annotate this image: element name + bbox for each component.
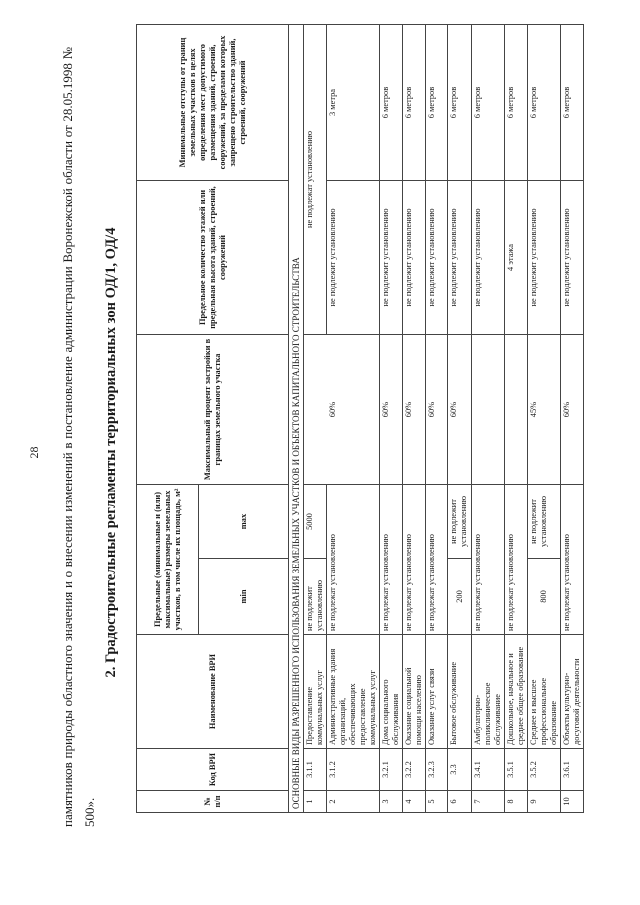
table-row <box>327 25 380 813</box>
row-num: 9 <box>528 791 561 813</box>
row-name: Дошкольное, начальное и среднее общее образование <box>505 635 528 749</box>
row-code: 3.2.1 <box>380 749 403 791</box>
row-name: Оказание услуг связи <box>426 635 448 749</box>
header-max: max <box>199 485 289 559</box>
row-coverage: 60% <box>380 335 403 485</box>
row-setback: 6 метров <box>505 25 528 181</box>
row-code: 3.2.3 <box>426 749 448 791</box>
header-coverage: Максимальный процент застройки в границах земельного участка <box>137 335 289 485</box>
header-num: № п/п <box>137 791 289 813</box>
row-setback: 6 метров <box>561 25 584 181</box>
row-floors: не подлежит установлению <box>426 181 448 335</box>
header-code: Код ВРИ <box>137 749 289 791</box>
row-size: не подлежат установлению <box>472 485 505 635</box>
row-code: 3.5.2 <box>528 749 561 791</box>
row-floors-setback: не подлежат установлению <box>304 25 327 335</box>
section-title: ОСНОВНЫЕ ВИДЫ РАЗРЕШЕННОГО ИСПОЛЬЗОВАНИЯ ЗЕМЕЛЬНЫХ УЧАСТКОВ И ОБЪЕКТОВ КАПИТАЛЬНОГО СТРОИТЕЛЬСТВА <box>289 25 304 813</box>
row-code: 3.1.2 <box>327 749 380 791</box>
row-code: 3.4.1 <box>472 749 505 791</box>
table-row <box>561 25 584 813</box>
row-num: 7 <box>472 791 505 813</box>
row-min: 200 <box>448 559 472 635</box>
row-floors: не подлежит установлению <box>528 181 561 335</box>
row-code: 3.6.1 <box>561 749 584 791</box>
table-row <box>304 25 327 813</box>
header-setback: Минимальные отступы от границ земельных участков в целях определения мест допустимого размещения зданий, строений, сооружений, за пределами которых запрещено строительство зданий, строений, сооружений <box>137 25 289 181</box>
header-floors: Предельное количество этажей или предельная высота зданий, строений, сооружений <box>137 181 289 335</box>
row-num: 6 <box>448 791 472 813</box>
row-setback: 6 метров <box>403 25 426 181</box>
section-row <box>289 25 304 813</box>
row-setback: 6 метров <box>448 25 472 181</box>
row-size: не подлежат установлению <box>380 485 403 635</box>
table-row <box>505 25 528 813</box>
row-floors: не подлежит установлению <box>403 181 426 335</box>
row-coverage: 60% <box>403 335 426 485</box>
row-num: 5 <box>426 791 448 813</box>
row-name: Дома социального обслуживания <box>380 635 403 749</box>
row-code: 3.2.2 <box>403 749 426 791</box>
row-coverage <box>505 335 528 485</box>
row-name: Оказание социальной помощи населению <box>403 635 426 749</box>
row-min: 800 <box>528 559 561 635</box>
row-coverage: 60% <box>327 335 380 485</box>
row-size: не подлежат установлению <box>327 485 380 635</box>
row-num: 3 <box>380 791 403 813</box>
header-name: Наименование ВРИ <box>137 635 289 749</box>
row-floors: не подлежит установлению <box>448 181 472 335</box>
table-row <box>528 25 561 813</box>
table-row <box>380 25 403 813</box>
row-coverage: 60% <box>448 335 472 485</box>
row-coverage: 45% <box>528 335 561 485</box>
row-size: не подлежат установлению <box>561 485 584 635</box>
row-setback: 6 метров <box>528 25 561 181</box>
row-size: не подлежат установлению <box>505 485 528 635</box>
table-row <box>472 25 505 813</box>
table-row <box>426 25 448 813</box>
row-max: 5000 <box>304 485 327 559</box>
row-code: 3.5.1 <box>505 749 528 791</box>
row-num: 1 <box>304 791 327 813</box>
page-number: 28 <box>27 446 41 459</box>
row-setback: 6 метров <box>380 25 403 181</box>
row-coverage: 60% <box>426 335 448 485</box>
row-name: Амбулаторно-поликлиническое обслуживание <box>472 635 505 749</box>
row-setback: 3 метра <box>327 25 380 181</box>
row-name: Объекты культурно-досуговой деятельности <box>561 635 584 749</box>
row-name: Административные здания организаций, обеспечивающих предоставление коммунальных услуг <box>327 635 380 749</box>
header-size-group: Предельные (минимальные и (или) максимальные) размеры земельных участков, в том числе их площадь, м² <box>137 485 199 635</box>
row-code: 3.3 <box>448 749 472 791</box>
regulations-table <box>136 24 584 813</box>
row-num: 8 <box>505 791 528 813</box>
row-floors: 4 этажа <box>505 181 528 335</box>
row-size: не подлежат установлению <box>403 485 426 635</box>
row-floors: не подлежит установлению <box>561 181 584 335</box>
intro-paragraph: памятников природы областного значения и о внесении изменений в постановление администрации Воронежской области от 28.05.1998 № 500». <box>60 47 97 827</box>
table-row <box>448 25 472 813</box>
row-floors: не подлежит установлению <box>380 181 403 335</box>
section-heading: 2. Градостроительные регламенты территориальных зон ОД/1, ОД/4 <box>103 227 119 678</box>
row-name: Предоставление коммунальных услуг <box>304 635 327 749</box>
row-coverage: 60% <box>561 335 584 485</box>
row-num: 10 <box>561 791 584 813</box>
row-max: не подлежит установлению <box>448 485 472 559</box>
header-min: min <box>199 559 289 635</box>
row-max: не подлежит установлению <box>528 485 561 559</box>
row-name: Среднее и высшее профессиональное образование <box>528 635 561 749</box>
row-code: 3.1.1 <box>304 749 327 791</box>
row-floors: не подлежит установлению <box>327 181 380 335</box>
row-setback: 6 метров <box>426 25 448 181</box>
row-size: не подлежат установлению <box>426 485 448 635</box>
row-coverage <box>472 335 505 485</box>
row-num: 4 <box>403 791 426 813</box>
row-min: не подлежит установлению <box>304 559 327 635</box>
table-row <box>403 25 426 813</box>
row-coverage <box>304 335 327 485</box>
row-num: 2 <box>327 791 380 813</box>
row-floors: не подлежит установлению <box>472 181 505 335</box>
row-setback: 6 метров <box>472 25 505 181</box>
row-name: Бытовое обслуживание <box>448 635 472 749</box>
